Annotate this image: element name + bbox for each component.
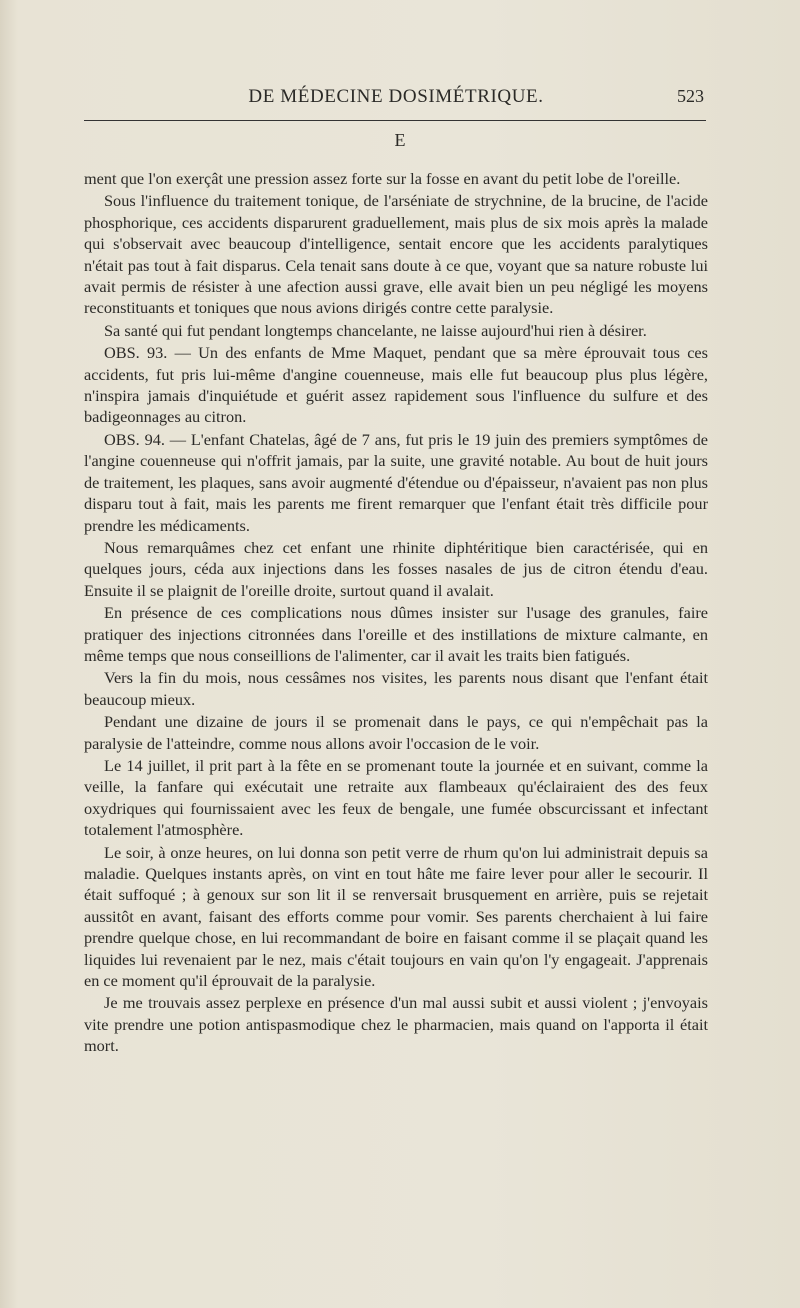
running-head: [84, 86, 708, 112]
paragraph: Le 14 juillet, il prit part à la fête en se promenant toute la journée et en suivant, comme la veille, la fanfare qui exécutait une retraite aux flambeaux qu'éclairaient des des feux oxydriques qui fournissaient avec les feux de bengale, une fumée obscurcissant et infectant totalement l'atmosphère.: [84, 755, 708, 840]
body-text: [84, 168, 708, 1057]
paragraph: Je me trouvais assez perplexe en présence d'un mal aussi subit et aussi violent ; j'envoyais vite prendre une potion antispasmodique chez le pharmacien, mais quand on l'apporta il était mort.: [84, 993, 708, 1056]
paragraph: Vers la fin du mois, nous cessâmes nos visites, les parents nous disant que l'enfant était beaucoup mieux.: [84, 668, 708, 709]
page-number: 523: [677, 86, 704, 106]
paragraph: En présence de ces complications nous dûmes insister sur l'usage des granules, faire pratiquer des injections citronnées dans l'oreille et des instillations de mixture calmante, en même temps que nous conseillions de l'alimenter, car il avait les traits bien fatigués.: [84, 603, 708, 665]
paragraph: Pendant une dizaine de jours il se promenait dans le pays, ce qui n'empêchait pas la paralysie de l'atteindre, comme nous allons avoir l'occasion de le voir.: [84, 712, 708, 753]
header-rule: [84, 120, 706, 121]
section-letter: E: [394, 130, 406, 150]
paragraph: Nous remarquâmes chez cet enfant une rhinite diphtéritique bien caractérisée, qui en quelques jours, céda aux injections dans les fosses nasales de jus de citron étendu d'eau. Ensuite il se plaignit de l'oreille droite, surtout quand il avalait.: [84, 537, 708, 600]
paragraph-obs-94: OBS. 94. — L'enfant Chatelas, âgé de 7 ans, fut pris le 19 juin des premiers symptômes de l'angine couenneuse qui n'offrit jamais, par la suite, une gravité notable. Au bout de huit jours de traitement, les plaques, sans avoir augmenté d'étendue ou d'épaisseur, n'avaient pas non plus disparu tout à fait, mais les parents me firent remarquer que l'enfant était très difficile pour prendre les médicaments.: [84, 429, 708, 535]
paragraph: Le soir, à onze heures, on lui donna son petit verre de rhum qu'on lui administrait depuis sa maladie. Quelques instants après, on vint en tout hâte me faire lever pour aller le secourir. Il était suffoqué ; à genoux sur son lit il se renversait brusquement en arrière, puis se rejetait aussitôt en avant, faisant des efforts comme pour vomir. Ses parents cherchaient à lui faire prendre quelque chose, en lui recommandant de boire en faisant comme il se plaçait quand les liquides lui revenaient par le nez, mais c'était toujours en vain qu'on l'y engageait. J'apprenais en ce moment qu'il éprouvait de la paralysie.: [84, 842, 708, 991]
paragraph: ment que l'on exerçât une pression assez forte sur la fosse en avant du petit lobe de l'oreille.: [84, 169, 681, 188]
running-title: DE MÉDECINE DOSIMÉTRIQUE.: [248, 86, 544, 107]
paragraph: Sa santé qui fut pendant longtemps chancelante, ne laisse aujourd'hui rien à désirer.: [104, 320, 647, 340]
paragraph-obs-93: OBS. 93. — Un des enfants de Mme Maquet, pendant que sa mère éprouvait tous ces accidents, fut pris lui-même d'angine couenneuse, mais elle fut beaucoup plus plus légère, n'inspira jamais d'inquiétude et guérit assez rapidement sous l'influence du sulfure et des badigeonnages au citron.: [84, 343, 708, 427]
paragraph: Sous l'influence du traitement tonique, de l'arséniate de strychnine, de la brucine, de l'acide phosphorique, ces accidents disparurent graduellement, mais plus de six mois après la malade qui s'observait avec beaucoup d'intelligence, sentait encore que les accidents paralytiques n'était pas tout à fait disparus. Cela tenait sans doute à ce que, voyant que sa nature robuste lui avait permis de résister à une afection aussi grave, elle avait bien un peu négligé les moyens reconstituants et toniques que nous avions dirigés contre cette paralysie.: [84, 191, 708, 318]
